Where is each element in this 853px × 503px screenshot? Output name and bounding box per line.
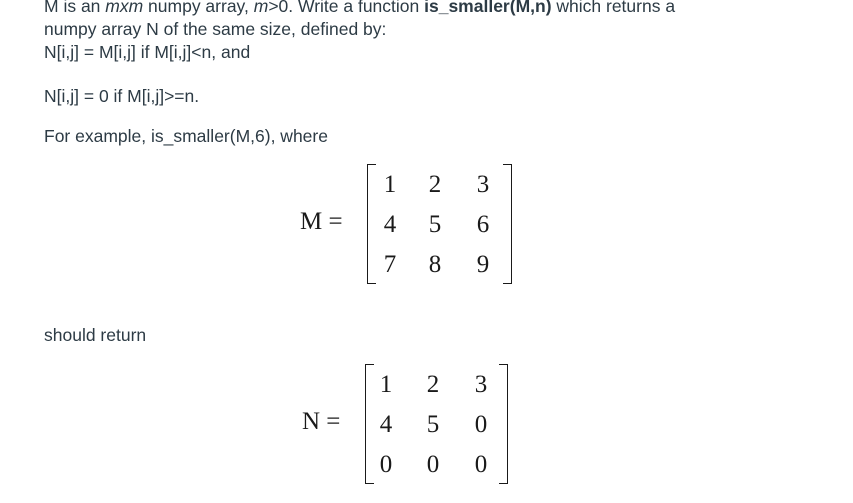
matrix-cell: 0 <box>474 411 488 438</box>
example-intro: For example, is_smaller(M,6), where <box>44 126 328 146</box>
problem-line-3: N[i,j] = M[i,j] if M[i,j]<n, and <box>44 42 251 62</box>
problem-line-1 <box>44 0 675 18</box>
math-mxm: mxm <box>105 0 144 16</box>
matrix-cell: 4 <box>383 211 397 238</box>
matrix-cell: 5 <box>428 211 442 238</box>
matrix-n <box>0 364 853 489</box>
text-fragment: which returns a <box>551 0 676 16</box>
matrix-cell: 8 <box>428 251 442 278</box>
matrix-cell: 3 <box>476 171 490 198</box>
matrix-cell: 3 <box>474 371 488 398</box>
matrix-cell: 0 <box>426 451 440 478</box>
matrix-cell: 0 <box>474 451 488 478</box>
right-bracket <box>503 164 512 284</box>
matrix-cell: 1 <box>379 371 393 398</box>
matrix-m-label: M = <box>300 208 343 235</box>
function-name: is_smaller(M,n) <box>424 0 552 16</box>
matrix-cell: 1 <box>383 171 397 198</box>
matrix-m <box>0 164 853 289</box>
matrix-cell: 7 <box>383 251 397 278</box>
matrix-cell: 0 <box>379 451 393 478</box>
text-fragment: >0. Write a function <box>268 0 425 16</box>
problem-line-4: N[i,j] = 0 if M[i,j]>=n. <box>44 86 200 106</box>
matrix-cell: 9 <box>476 251 490 278</box>
matrix-cell: 4 <box>379 411 393 438</box>
matrix-cell: 6 <box>476 211 490 238</box>
should-return-label: should return <box>44 325 147 345</box>
matrix-cell: 2 <box>428 171 442 198</box>
text-fragment: M is an <box>44 0 106 16</box>
problem-statement <box>44 0 675 64</box>
matrix-cell: 5 <box>426 411 440 438</box>
matrix-n-label: N = <box>302 408 341 435</box>
text-fragment: numpy array, <box>143 0 254 16</box>
math-m: m <box>253 0 269 16</box>
problem-line-2: numpy array N of the same size, defined by: <box>44 19 387 39</box>
matrix-cell: 2 <box>426 371 440 398</box>
right-bracket <box>499 364 508 484</box>
